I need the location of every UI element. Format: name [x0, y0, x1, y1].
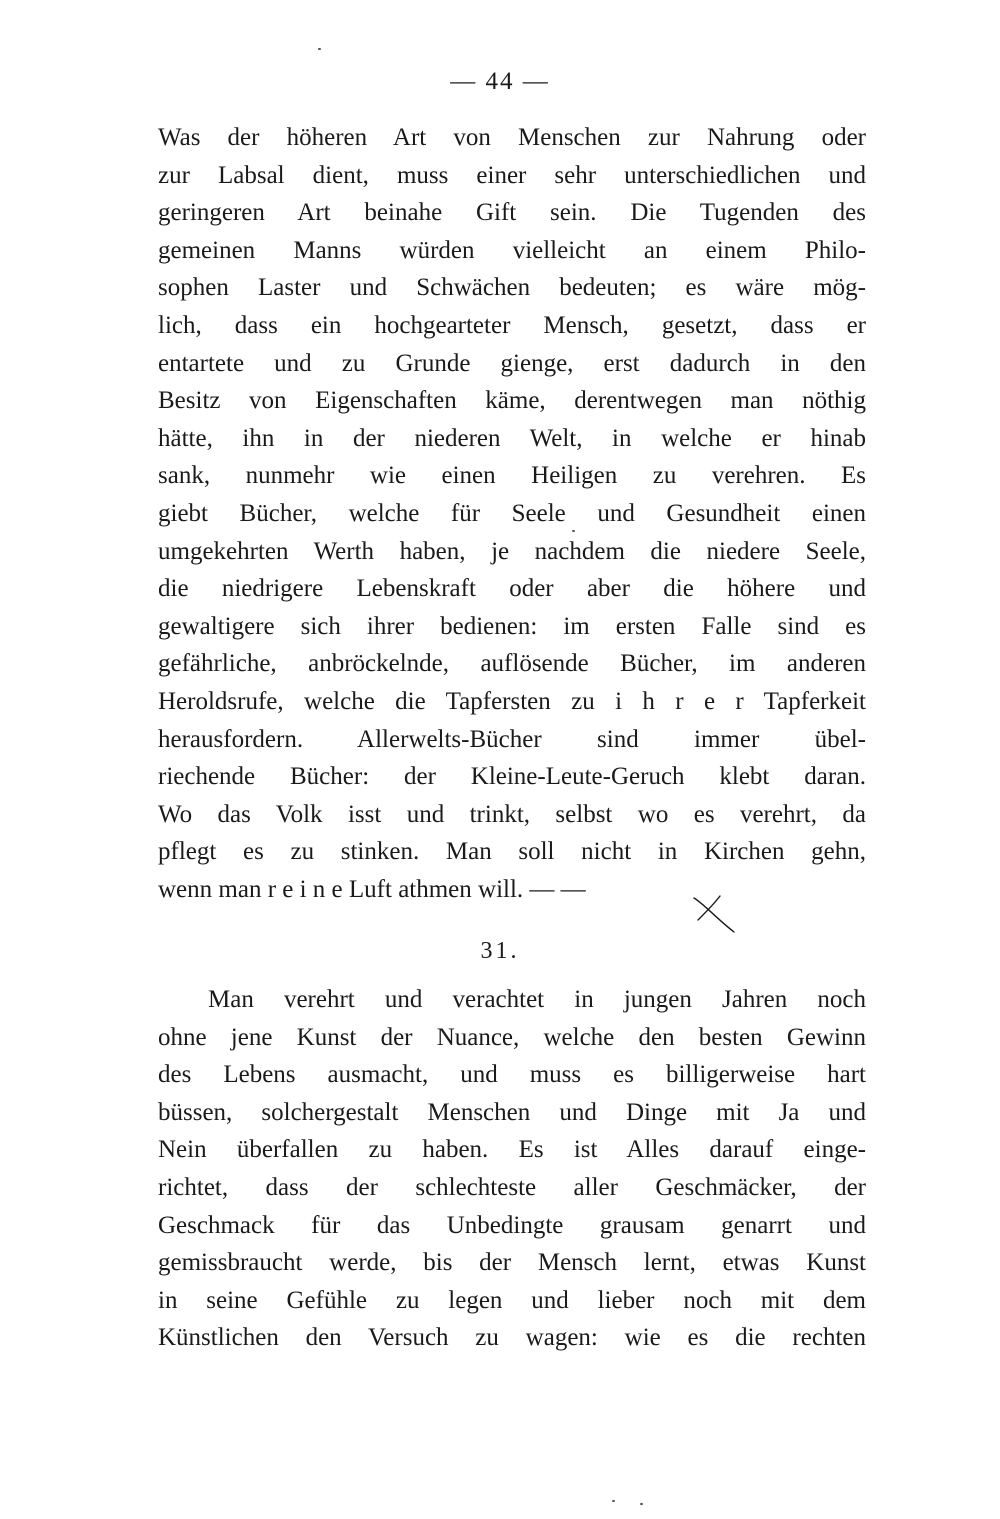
text-line: gewaltigere sich ihrer bedienen: im ersten Falle sind es: [158, 612, 866, 640]
text-line: ohne jene Kunst der Nuance, welche den besten Gewinn: [158, 1023, 866, 1051]
text-line: herausfordern. Allerwelts-Bücher sind immer übel-: [158, 725, 866, 753]
text-line: sophen Laster und Schwächen bedeuten; es wäre mög-: [158, 274, 866, 302]
page-number: — 44 —: [450, 68, 550, 95]
text-line: Geschmack für das Unbedingte grausam genarrt und: [158, 1211, 866, 1239]
text-line: in seine Gefühle zu legen und lieber noch mit dem: [158, 1286, 866, 1314]
text-line: Nein überfallen zu haben. Es ist Alles darauf einge-: [158, 1136, 866, 1164]
text-line: entartete und zu Grunde gienge, erst dadurch in den: [158, 349, 866, 377]
text-line: geringeren Art beinahe Gift sein. Die Tugenden des: [158, 199, 866, 227]
text-line: gemeinen Manns würden vielleicht an einem Philo-: [158, 236, 866, 264]
text-line: Man verehrt und verachtet in jungen Jahren noch: [208, 986, 866, 1013]
text-line: umgekehrten Werth haben, je nachdem die niedere Seele,: [158, 537, 866, 565]
text-line: Was der höheren Art von Menschen zur Nahrung oder: [158, 124, 866, 151]
paragraph-1: [158, 119, 866, 908]
text-line: zur Labsal dient, muss einer sehr unterschiedlichen und: [158, 161, 866, 189]
text-line: pflegt es zu stinken. Man soll nicht in Kirchen gehn,: [158, 838, 866, 866]
section-number: 31.: [480, 938, 520, 964]
text-line: Künstlichen den Versuch zu wagen: wie es die rechten: [158, 1324, 866, 1352]
paper-speck: [612, 1500, 615, 1502]
text-line: riechende Bücher: der Kleine-Leute-Geruch klebt daran.: [158, 763, 866, 791]
text-line: gemissbraucht werde, bis der Mensch lernt, etwas Kunst: [158, 1249, 866, 1277]
text-line: gefährliche, anbröckelnde, auflösende Bücher, im anderen: [158, 650, 866, 678]
paper-speck: [572, 530, 575, 532]
text-line: Besitz von Eigenschaften käme, derentwegen man nöthig: [158, 387, 866, 415]
paper-speck: [318, 48, 321, 50]
text-line: lich, dass ein hochgearteter Mensch, gesetzt, dass er: [158, 311, 866, 339]
text-line: sank, nunmehr wie einen Heiligen zu verehren. Es: [158, 462, 866, 490]
text-line: Wo das Volk isst und trinkt, selbst wo es verehrt, da: [158, 800, 866, 828]
text-line: wenn man r e i n e Luft athmen will. — —: [158, 875, 586, 903]
handwritten-x-mark-icon: [690, 890, 740, 936]
text-line: die niedrigere Lebenskraft oder aber die höhere und: [158, 575, 866, 603]
text-line: hätte, ihn in der niederen Welt, in welche er hinab: [158, 424, 866, 452]
text-line: büssen, solchergestalt Menschen und Dinge mit Ja und: [158, 1098, 866, 1126]
text-line: Heroldsrufe, welche die Tapfersten zu i h r e r Tapferkeit: [158, 687, 866, 715]
text-line: des Lebens ausmacht, und muss es billigerweise hart: [158, 1061, 866, 1089]
text-line: giebt Bücher, welche für Seele und Gesundheit einen: [158, 499, 866, 527]
paragraph-2: [158, 981, 866, 1357]
paper-speck: [640, 1503, 643, 1505]
text-line: richtet, dass der schlechteste aller Geschmäcker, der: [158, 1173, 866, 1201]
